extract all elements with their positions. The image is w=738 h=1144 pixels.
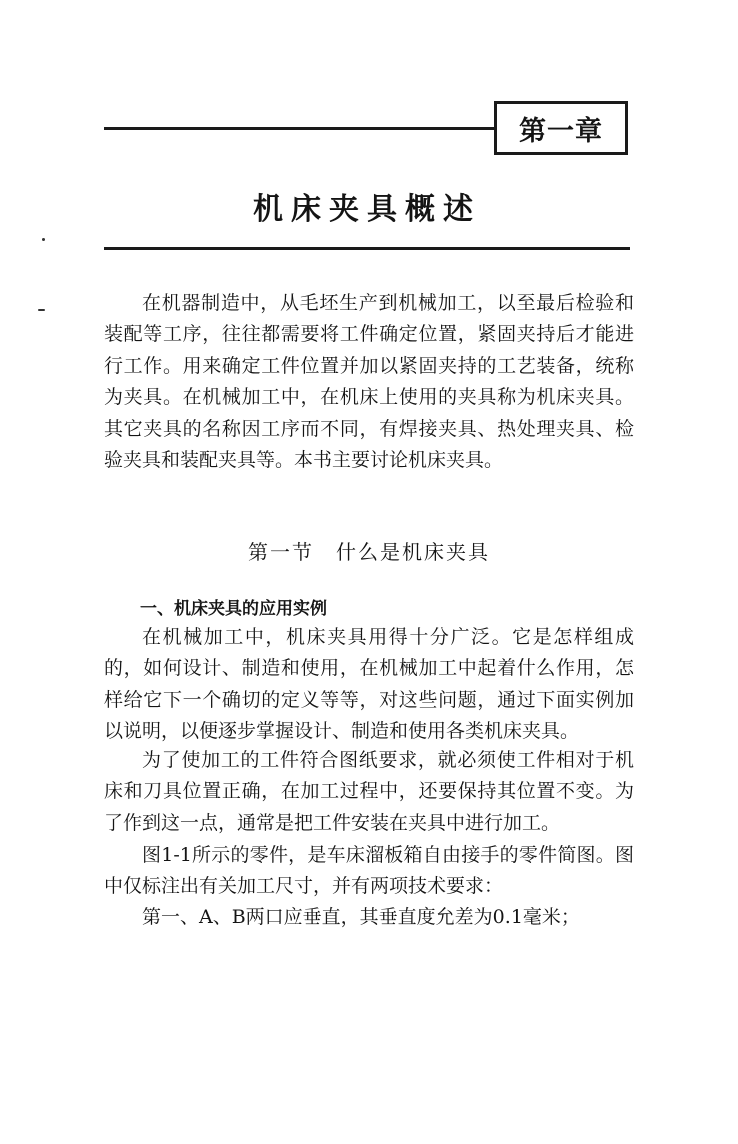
body-paragraph-4: 第一、A、B两口应垂直，其垂直度允差为0.1毫米；	[142, 906, 580, 928]
chapter-label-box	[494, 101, 628, 155]
chapter-label: 第一章	[519, 115, 603, 147]
section-title: 第一节 什么是机床夹具	[248, 540, 490, 564]
scan-speck	[38, 309, 45, 311]
subsection-title: 一、机床夹具的应用实例	[140, 599, 327, 619]
chapter-title-rule	[104, 247, 630, 250]
body-paragraph-1: 在机械加工中，机床夹具用得十分广泛。它是怎样组成的，如何设计、制造和使用，在机械加工中起着什么作用，怎样给它下一个确切的定义等等，对这些问题，通过下面实例加以说明，以便逐步掌握设计、制造和使用各类机床夹具。	[104, 626, 634, 743]
chapter-header-rule	[104, 127, 496, 130]
scan-speck	[42, 238, 45, 241]
body-paragraph-2: 为了使加工的工件符合图纸要求，就必须使工件相对于机床和刀具位置正确，在加工过程中，还要保持其位置不变。为了作到这一点，通常是把工件安装在夹具中进行加工。	[104, 749, 634, 834]
intro-paragraph: 在机器制造中，从毛坯生产到机械加工，以至最后检验和装配等工序，往往都需要将工件确定位置，紧固夹持后才能进行工作。用来确定工件位置并加以紧固夹持的工艺装备，统称为夹具。在机械加工中，在机床上使用的夹具称为机床夹具。其它夹具的名称因工序而不同，有焊接夹具、热处理夹具、检验夹具和装配夹具等。本书主要讨论机床夹具。	[104, 292, 634, 472]
body-paragraph-3: 图1-1所示的零件，是车床溜板箱自由接手的零件简图。图中仅标注出有关加工尺寸，并有两项技术要求：	[104, 844, 634, 898]
chapter-title: 机床夹具概述	[253, 192, 481, 227]
